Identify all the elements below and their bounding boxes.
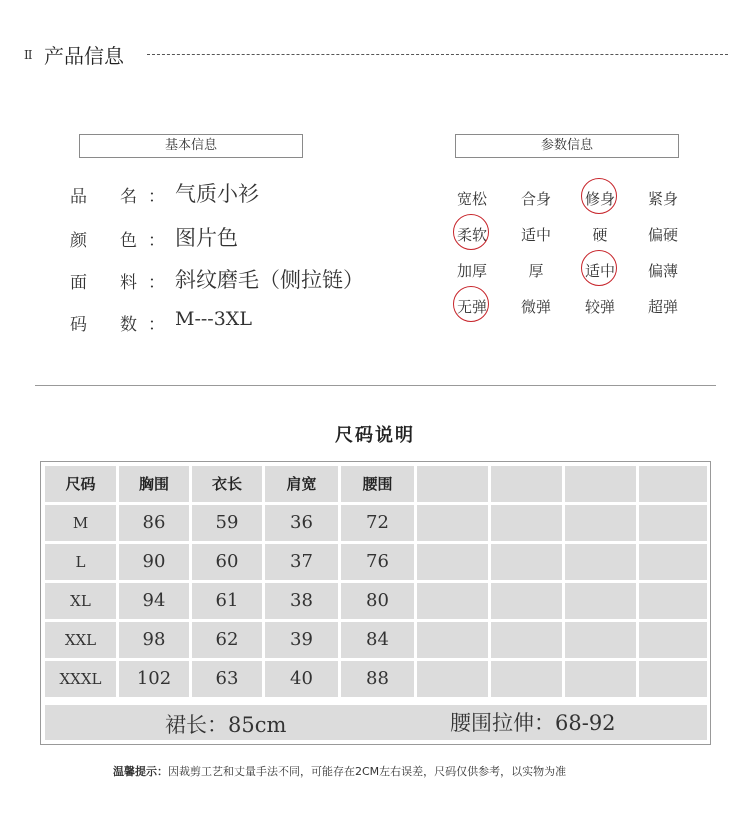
- param-option-selected: 无弹: [450, 296, 494, 317]
- section-header: [24, 40, 728, 68]
- size-table-footer: [45, 705, 707, 740]
- table-cell: [639, 622, 707, 658]
- info-value: M---3XL: [175, 308, 252, 330]
- param-option: 超弹: [647, 298, 678, 316]
- table-cell: [565, 661, 636, 697]
- table-cell: [491, 583, 562, 619]
- info-value: 图片色: [175, 226, 238, 250]
- tip-text: 因裁剪工艺和丈量手法不同，可能存在2CM左右误差，尺码仅供参考，以实物为准: [168, 765, 567, 778]
- table-cell: 76: [341, 544, 414, 580]
- table-cell: [491, 544, 562, 580]
- table-cell: 98: [119, 622, 189, 658]
- table-header-cell: 肩宽: [265, 466, 338, 502]
- table-cell: 38: [265, 583, 338, 619]
- table-header-cell: 胸围: [119, 466, 189, 502]
- table-cell: [491, 622, 562, 658]
- size-table: [40, 461, 711, 745]
- size-label-cell: L: [45, 544, 116, 580]
- section-dashed-line: [147, 54, 728, 55]
- table-cell: [639, 505, 707, 541]
- table-cell: 39: [265, 622, 338, 658]
- param-option: 偏薄: [647, 262, 678, 280]
- param-info-heading: 参数信息: [455, 134, 679, 158]
- table-cell: 90: [119, 544, 189, 580]
- info-value: 气质小衫: [175, 182, 259, 206]
- waist-stretch: 腰围拉伸：68-92: [450, 711, 616, 735]
- table-cell: [417, 583, 488, 619]
- basic-info-heading: 基本信息: [79, 134, 303, 158]
- param-option-selected: 适中: [578, 260, 622, 281]
- size-label-cell: XL: [45, 583, 116, 619]
- table-header-cell: 衣长: [192, 466, 262, 502]
- tip-label: 温馨提示：: [113, 765, 168, 778]
- table-cell: 59: [192, 505, 262, 541]
- table-cell: 62: [192, 622, 262, 658]
- table-cell: 84: [341, 622, 414, 658]
- param-option: 加厚: [456, 262, 487, 280]
- table-header-cell: [639, 466, 707, 502]
- size-chart-title: 尺码说明: [335, 425, 415, 446]
- param-option: 偏硬: [647, 226, 678, 244]
- param-option: 微弹: [520, 298, 551, 316]
- size-label-cell: XXL: [45, 622, 116, 658]
- param-option: 紧身: [647, 190, 678, 208]
- table-header-cell: [491, 466, 562, 502]
- param-option: 厚: [528, 262, 544, 280]
- table-cell: [417, 661, 488, 697]
- table-cell: 102: [119, 661, 189, 697]
- table-cell: [491, 505, 562, 541]
- table-cell: 86: [119, 505, 189, 541]
- table-cell: [639, 583, 707, 619]
- table-cell: 63: [192, 661, 262, 697]
- table-header-cell: 腰围: [341, 466, 414, 502]
- table-cell: 88: [341, 661, 414, 697]
- param-option-selected: 修身: [578, 188, 622, 209]
- table-cell: [417, 622, 488, 658]
- table-cell: 36: [265, 505, 338, 541]
- table-cell: [639, 544, 707, 580]
- divider: [35, 385, 716, 386]
- param-option: 宽松: [456, 190, 487, 208]
- table-cell: [565, 622, 636, 658]
- param-option: 适中: [520, 226, 551, 244]
- table-cell: [491, 661, 562, 697]
- info-value: 斜纹磨毛（侧拉链）: [175, 268, 364, 292]
- table-header-cell: [417, 466, 488, 502]
- table-cell: 37: [265, 544, 338, 580]
- section-mark: II: [24, 48, 32, 62]
- table-cell: 80: [341, 583, 414, 619]
- param-option: 较弹: [584, 298, 615, 316]
- table-cell: 61: [192, 583, 262, 619]
- table-cell: [565, 544, 636, 580]
- table-cell: 60: [192, 544, 262, 580]
- table-header-cell: 尺码: [45, 466, 116, 502]
- table-header-cell: [565, 466, 636, 502]
- section-title: 产品信息: [44, 44, 124, 68]
- param-option: 合身: [520, 190, 551, 208]
- tip-note: [113, 763, 566, 779]
- table-cell: [565, 505, 636, 541]
- size-label-cell: XXXL: [45, 661, 116, 697]
- table-cell: 94: [119, 583, 189, 619]
- table-cell: 40: [265, 661, 338, 697]
- skirt-length: 裙长：85cm: [165, 713, 287, 737]
- table-cell: [417, 544, 488, 580]
- param-option-selected: 柔软: [450, 224, 494, 245]
- param-option: 硬: [592, 226, 608, 244]
- table-cell: 72: [341, 505, 414, 541]
- size-label-cell: M: [45, 505, 116, 541]
- table-cell: [417, 505, 488, 541]
- table-cell: [565, 583, 636, 619]
- table-cell: [639, 661, 707, 697]
